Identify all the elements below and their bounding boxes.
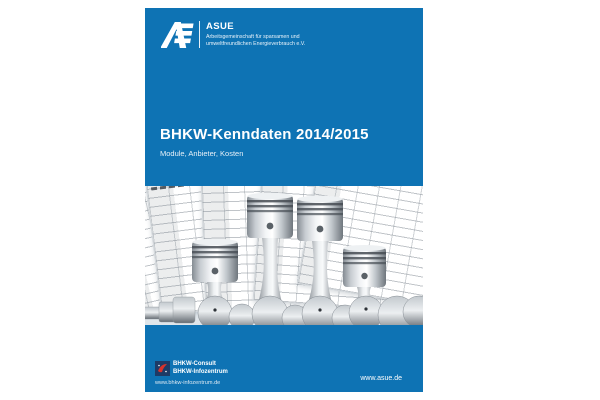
asue-logo-icon	[161, 21, 195, 49]
pistons-crankshaft-illustration	[145, 186, 423, 325]
cover-image	[145, 186, 423, 325]
footer-bhkw-infozentrum: BHKW-Infozentrum	[173, 368, 228, 375]
page-title: BHKW-Kenndaten 2014/2015	[160, 126, 369, 143]
publisher-subline-2: umweltfreundlichen Energieverbrauch e.V.	[206, 40, 306, 47]
asue-logo	[161, 21, 305, 49]
footer-bhkw-consult: BHKW-Consult	[173, 361, 216, 367]
publisher-name: ASUE	[206, 21, 234, 32]
brochure-cover	[145, 8, 423, 392]
publisher-text-block	[206, 21, 305, 47]
logo-divider	[199, 21, 200, 48]
bhkw-logo-icon	[155, 361, 170, 376]
footer-bhkw-url: www.bhkw-infozentrum.de	[155, 380, 221, 386]
title-block	[160, 126, 410, 158]
page-subtitle: Module, Anbieter, Kosten	[160, 149, 244, 158]
footer-asue-url: www.asue.de	[360, 375, 402, 382]
publisher-subline-1: Arbeitsgemeinschaft für sparsamen und	[206, 34, 300, 40]
bhkw-footer-block	[155, 361, 228, 376]
